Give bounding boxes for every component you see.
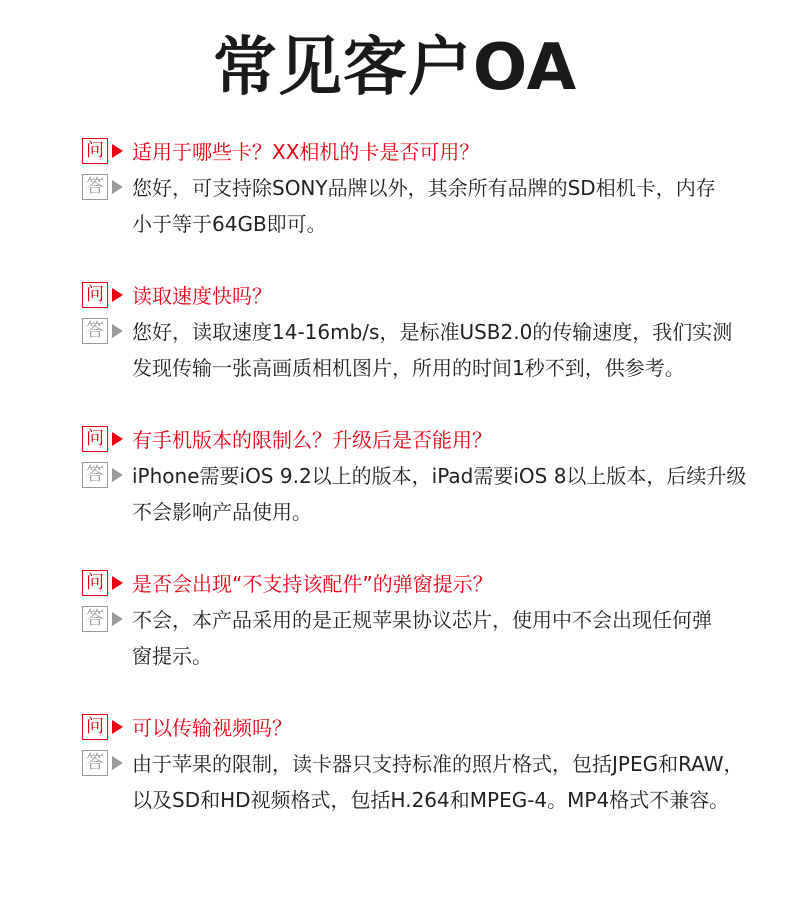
answer-row xyxy=(82,314,732,350)
triangle-right-icon xyxy=(112,720,123,734)
question-tag: 问 xyxy=(82,570,108,596)
answer-row xyxy=(82,170,732,206)
faq-item-1 xyxy=(82,134,732,242)
answer-text-line-2: 不会影响产品使用。 xyxy=(132,500,312,524)
faq-item-5 xyxy=(82,710,744,818)
page-title: 常见客户OA xyxy=(212,31,578,105)
triangle-right-icon xyxy=(112,144,123,158)
answer-row xyxy=(82,602,732,638)
answer-text-line-2: 发现传输一张高画质相机图片，所用的时间1秒不到，供参考。 xyxy=(132,356,685,380)
answer-row xyxy=(82,746,744,782)
question-tag: 问 xyxy=(82,426,108,452)
question-text: 读取速度快吗？ xyxy=(132,284,272,308)
triangle-right-icon xyxy=(112,324,123,338)
question-row xyxy=(82,422,732,458)
answer-text-line-1: 您好，读取速度14-16mb/s，是标准USB2.0的传输速度，我们实测 xyxy=(132,320,733,344)
faq-item-3 xyxy=(82,422,747,530)
answer-text-line-2: 窗提示。 xyxy=(132,644,212,668)
answer-text-line-2: 以及SD和HD视频格式，包括H.264和MPEG-4。MP4格式不兼容。 xyxy=(132,788,730,812)
question-tag: 问 xyxy=(82,714,108,740)
question-tag: 问 xyxy=(82,138,108,164)
answer-tag: 答 xyxy=(82,174,108,200)
answer-tag: 答 xyxy=(82,606,108,632)
question-text: 有手机版本的限制么？升级后是否能用？ xyxy=(132,428,492,452)
triangle-right-icon xyxy=(112,468,123,482)
question-text: 可以传输视频吗？ xyxy=(132,716,292,740)
question-row xyxy=(82,278,732,314)
question-row xyxy=(82,134,732,170)
triangle-right-icon xyxy=(112,612,123,626)
faq-item-4 xyxy=(82,566,732,674)
question-text: 是否会出现“不支持该配件”的弹窗提示？ xyxy=(132,572,493,596)
answer-tag: 答 xyxy=(82,462,108,488)
triangle-right-icon xyxy=(112,180,123,194)
triangle-right-icon xyxy=(112,756,123,770)
answer-text-line-1: 由于苹果的限制，读卡器只支持标准的照片格式，包括JPEG和RAW， xyxy=(132,752,744,776)
question-row xyxy=(82,710,732,746)
faq-item-2 xyxy=(82,278,732,386)
triangle-right-icon xyxy=(112,288,123,302)
answer-text-line-2: 小于等于64GB即可。 xyxy=(132,212,327,236)
answer-tag: 答 xyxy=(82,318,108,344)
answer-tag: 答 xyxy=(82,750,108,776)
answer-row xyxy=(82,458,747,494)
answer-text-line-1: 不会，本产品采用的是正规苹果协议芯片，使用中不会出现任何弹 xyxy=(132,608,712,632)
triangle-right-icon xyxy=(112,576,123,590)
triangle-right-icon xyxy=(112,432,123,446)
question-text: 适用于哪些卡？XX相机的卡是否可用？ xyxy=(132,140,480,164)
question-row xyxy=(82,566,732,602)
question-tag: 问 xyxy=(82,282,108,308)
answer-text-line-1: 您好，可支持除SONY品牌以外，其余所有品牌的SD相机卡，内存 xyxy=(132,176,716,200)
answer-text-line-1: iPhone需要iOS 9.2以上的版本，iPad需要iOS 8以上版本，后续升级 xyxy=(132,464,747,488)
